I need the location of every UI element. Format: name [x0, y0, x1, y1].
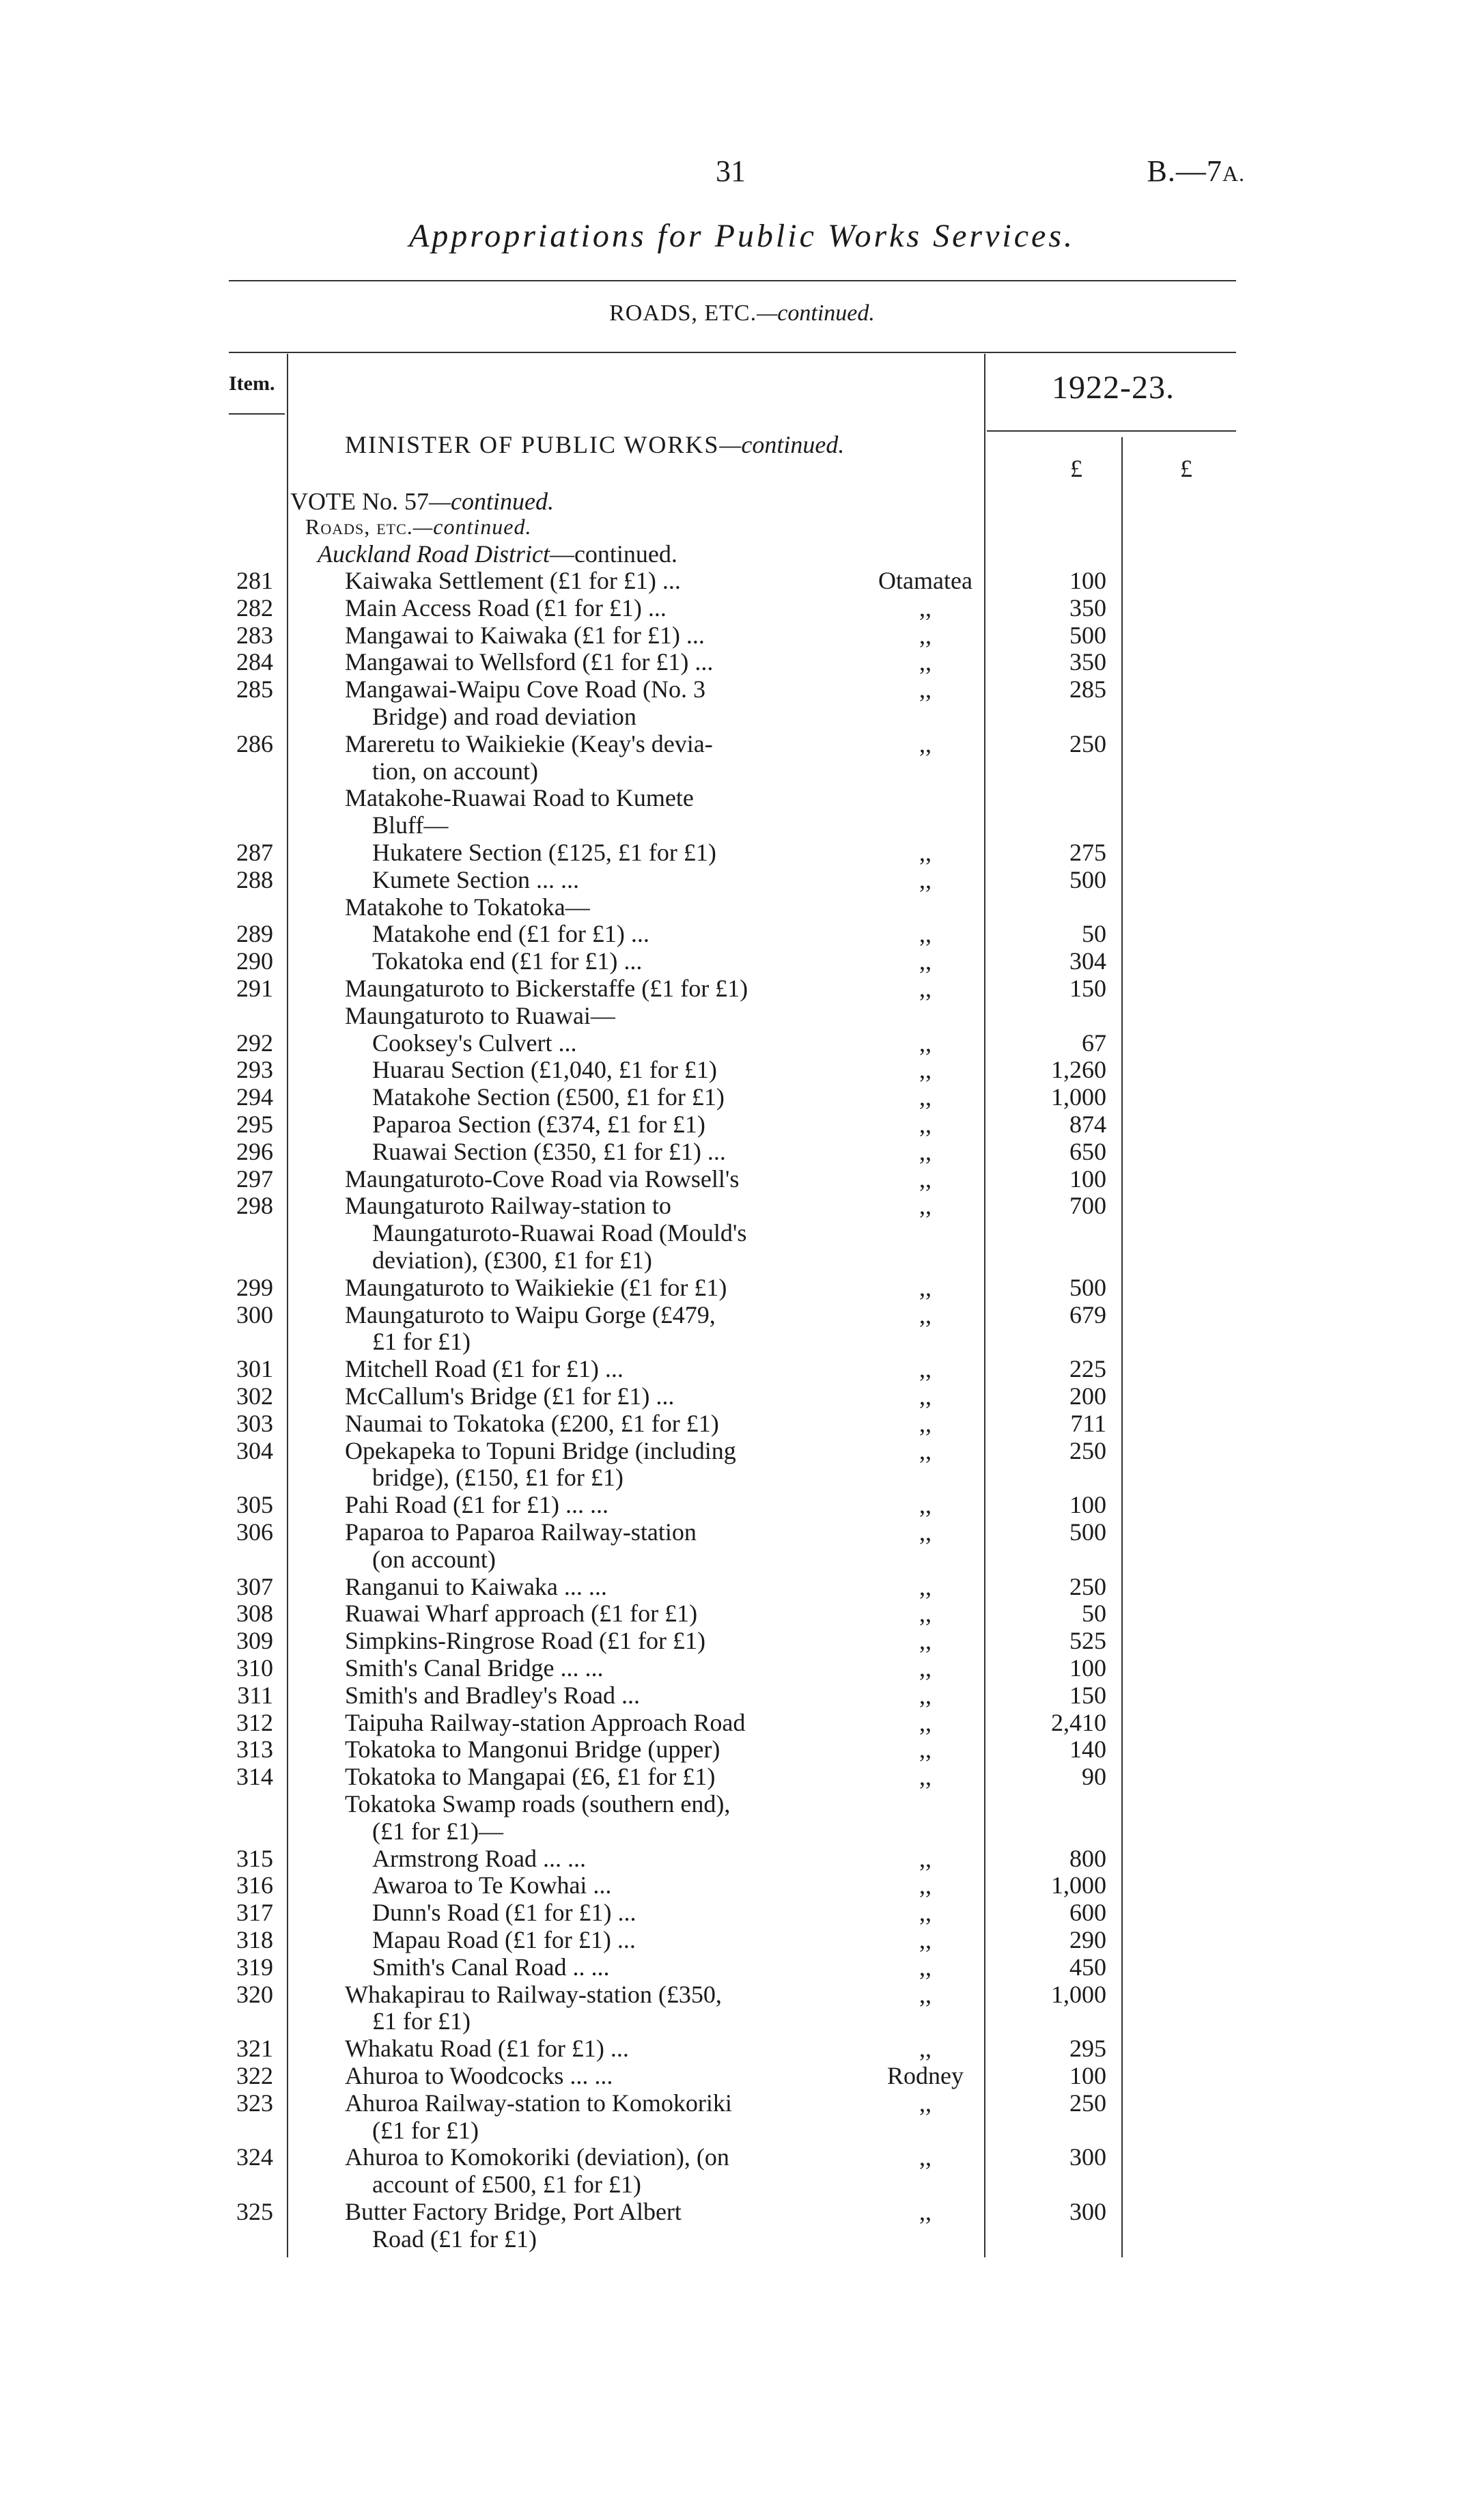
- item-description: Awaroa to Te Kowhai ...: [372, 1871, 612, 1899]
- table-row: [0, 703, 1484, 730]
- item-description: Mangawai to Wellsford (£1 for £1) ...: [345, 648, 714, 676]
- item-amount: 600: [1069, 1899, 1106, 1927]
- vote-heading-suffix: —continued.: [428, 488, 554, 515]
- item-district: ,,: [919, 865, 932, 893]
- section-heading: [0, 301, 1484, 326]
- item-number: 288: [236, 865, 273, 893]
- item-number: 296: [236, 1137, 273, 1165]
- table-row: [0, 839, 1484, 866]
- item-district: ,,: [919, 1111, 932, 1138]
- item-amount: 874: [1069, 1111, 1106, 1138]
- item-number: 316: [236, 1871, 273, 1899]
- item-amount: 500: [1069, 1273, 1106, 1301]
- table-row: [0, 1410, 1484, 1437]
- item-district: ,,: [919, 1899, 932, 1927]
- table-top-rule: [229, 352, 1236, 353]
- item-district: ,,: [919, 1980, 932, 2008]
- year-column-header: 1922-23.: [1052, 370, 1175, 406]
- item-description: Hukatere Section (£125, £1 for £1): [372, 839, 716, 866]
- item-description: Road (£1 for £1): [372, 2225, 537, 2253]
- item-number: 301: [236, 1355, 273, 1383]
- item-amount: 225: [1069, 1355, 1106, 1383]
- item-amount: 300: [1069, 2198, 1106, 2225]
- section-heading-suffix: —continued.: [757, 301, 875, 326]
- item-description: Tokatoka to Mangapai (£6, £1 for £1): [345, 1763, 716, 1791]
- title-rule: [229, 280, 1236, 281]
- item-amount: 290: [1069, 1926, 1106, 1953]
- item-amount: 50: [1082, 1600, 1106, 1628]
- item-description: Huarau Section (£1,040, £1 for £1): [372, 1056, 717, 1084]
- item-description: Bluff—: [372, 811, 449, 839]
- table-row: [0, 1627, 1484, 1654]
- item-amount: 1,000: [1051, 1083, 1106, 1111]
- item-district: ,,: [919, 648, 932, 676]
- table-row: [0, 1709, 1484, 1736]
- item-amount: 350: [1069, 648, 1106, 676]
- item-amount: 67: [1082, 1029, 1106, 1057]
- item-district: ,,: [919, 1382, 932, 1410]
- item-amount: 1,000: [1051, 1980, 1106, 2008]
- item-number: 281: [236, 567, 273, 594]
- page-title: Appropriations for Public Works Services.: [408, 218, 1076, 254]
- table-row: [0, 1518, 1484, 1546]
- table-row: [0, 1056, 1484, 1083]
- item-district: ,,: [919, 1083, 932, 1111]
- table-row: [0, 1083, 1484, 1111]
- item-description: Maungaturoto to Waipu Gorge (£479,: [345, 1300, 716, 1328]
- item-amount: 500: [1069, 1518, 1106, 1546]
- table-row: [0, 1573, 1484, 1600]
- item-description: Smith's and Bradley's Road ...: [345, 1681, 640, 1709]
- item-number: 311: [237, 1681, 273, 1709]
- item-district: ,,: [919, 1029, 932, 1057]
- table-row: [0, 1437, 1484, 1464]
- item-description: Mitchell Road (£1 for £1) ...: [345, 1355, 624, 1383]
- item-description: Simpkins-Ringrose Road (£1 for £1): [345, 1627, 705, 1655]
- table-row: [0, 1246, 1484, 1274]
- district-heading-main: Auckland Road District: [318, 540, 550, 568]
- item-number: 289: [236, 920, 273, 948]
- item-amount: 1,260: [1051, 1056, 1106, 1084]
- item-description: £1 for £1): [372, 2007, 471, 2035]
- item-number: 322: [236, 2062, 273, 2089]
- item-number: 294: [236, 1083, 273, 1111]
- section-heading-main: ROADS, ETC.: [609, 301, 757, 326]
- item-description: Kaiwaka Settlement (£1 for £1) ...: [345, 567, 681, 594]
- item-number: 304: [236, 1436, 273, 1464]
- item-number: 309: [236, 1627, 273, 1655]
- item-district: ,,: [919, 1572, 932, 1600]
- currency-symbol-items: £: [1070, 455, 1082, 482]
- item-description: Tokatoka end (£1 for £1) ...: [372, 947, 643, 975]
- table-row: [0, 866, 1484, 893]
- item-number: 313: [236, 1736, 273, 1764]
- item-number: 312: [236, 1708, 273, 1736]
- item-description: Smith's Canal Bridge ... ...: [345, 1654, 604, 1682]
- item-description: Ahuroa to Komokoriki (deviation), (on: [345, 2143, 729, 2171]
- item-number: 286: [236, 729, 273, 757]
- table-row: [0, 2171, 1484, 2198]
- item-amount: 250: [1069, 729, 1106, 757]
- item-district: ,,: [919, 1871, 932, 1899]
- item-district: ,,: [919, 975, 932, 1002]
- item-description: Maungaturoto to Waikiekie (£1 for £1): [345, 1273, 727, 1301]
- table-row: [0, 893, 1484, 921]
- item-description: Maungaturoto to Bickerstaffe (£1 for £1): [345, 975, 748, 1002]
- vote-heading-main: VOTE No. 57: [290, 488, 429, 515]
- table-row: [0, 811, 1484, 839]
- item-amount: 100: [1069, 1654, 1106, 1682]
- table-row: [0, 1682, 1484, 1709]
- table-row: [0, 1845, 1484, 1872]
- table-row: [0, 920, 1484, 947]
- item-district: ,,: [919, 2198, 932, 2225]
- table-row: [0, 1165, 1484, 1193]
- table-row: [0, 1328, 1484, 1355]
- table-row: [0, 2225, 1484, 2253]
- item-district: ,,: [919, 1627, 932, 1655]
- table-row: [0, 975, 1484, 1002]
- item-number: 320: [236, 1980, 273, 2008]
- item-number: 299: [236, 1273, 273, 1301]
- item-district: ,,: [919, 1355, 932, 1383]
- table-row: [0, 1192, 1484, 1219]
- item-description: Maungaturoto-Cove Road via Rowsell's: [345, 1165, 740, 1193]
- vote-heading: [290, 487, 554, 516]
- item-description: Armstrong Road ... ...: [372, 1844, 586, 1872]
- item-description: Taipuha Railway-station Approach Road: [345, 1708, 746, 1736]
- item-district: ,,: [919, 2089, 932, 2117]
- item-number: 303: [236, 1409, 273, 1437]
- table-row: [0, 1002, 1484, 1029]
- item-column-header: Item.: [229, 372, 275, 395]
- item-description: Whakapirau to Railway-station (£350,: [345, 1980, 722, 2008]
- item-district: ,,: [919, 1763, 932, 1791]
- table-row: [0, 784, 1484, 811]
- page-reference-main: B.—7: [1147, 154, 1222, 188]
- item-number: 290: [236, 947, 273, 975]
- item-district: ,,: [919, 1681, 932, 1709]
- item-description: Kumete Section ... ...: [372, 865, 579, 893]
- item-district: ,,: [919, 594, 932, 622]
- item-amount: 50: [1082, 920, 1106, 948]
- item-district: Otamatea: [878, 567, 972, 594]
- item-amount: 150: [1069, 1681, 1106, 1709]
- item-description: Matakohe to Tokatoka—: [345, 893, 590, 921]
- district-heading-suffix: —continued.: [549, 540, 677, 568]
- item-number: 293: [236, 1056, 273, 1084]
- item-amount: 650: [1069, 1137, 1106, 1165]
- roads-subheading: [305, 514, 531, 540]
- item-description: Ruawai Section (£350, £1 for £1) ...: [372, 1137, 726, 1165]
- item-amount: 800: [1069, 1844, 1106, 1872]
- item-description: Pahi Road (£1 for £1) ... ...: [345, 1491, 608, 1519]
- item-description: Mangawai to Kaiwaka (£1 for £1) ...: [345, 621, 705, 649]
- table-row: [0, 1464, 1484, 1491]
- item-description: Dunn's Road (£1 for £1) ...: [372, 1899, 636, 1927]
- table-row: [0, 2035, 1484, 2062]
- item-amount: 295: [1069, 2035, 1106, 2063]
- item-number: 325: [236, 2198, 273, 2225]
- item-description: (on account): [372, 1545, 496, 1573]
- item-amount: 250: [1069, 1572, 1106, 1600]
- item-number: 297: [236, 1165, 273, 1193]
- table-row: [0, 2062, 1484, 2089]
- table-row: [0, 1763, 1484, 1790]
- item-description: Mapau Road (£1 for £1) ...: [372, 1926, 636, 1953]
- item-district: ,,: [919, 1192, 932, 1220]
- table-row: [0, 2117, 1484, 2144]
- item-description: Paparoa Section (£374, £1 for £1): [372, 1111, 705, 1138]
- table-row: [0, 622, 1484, 649]
- item-number: 324: [236, 2143, 273, 2171]
- item-description: Matakohe-Ruawai Road to Kumete: [345, 784, 694, 812]
- item-amount: 100: [1069, 567, 1106, 594]
- currency-symbol-total: £: [1180, 455, 1192, 482]
- item-description: Bridge) and road deviation: [372, 703, 636, 730]
- item-description: Naumai to Tokatoka (£200, £1 for £1): [345, 1409, 719, 1437]
- item-amount: 711: [1070, 1409, 1106, 1437]
- item-district: ,,: [919, 839, 932, 866]
- item-number: 285: [236, 676, 273, 704]
- item-amount: 200: [1069, 1382, 1106, 1410]
- table-row: [0, 2198, 1484, 2225]
- item-amount: 100: [1069, 1491, 1106, 1519]
- item-amount: 679: [1069, 1300, 1106, 1328]
- item-district: ,,: [919, 1736, 932, 1764]
- table-row: [0, 1111, 1484, 1138]
- item-amount: 140: [1069, 1736, 1106, 1764]
- table-row: [0, 648, 1484, 676]
- table-row: [0, 594, 1484, 622]
- item-amount: 304: [1069, 947, 1106, 975]
- table-row: [0, 1871, 1484, 1899]
- item-description: Ahuroa to Woodcocks ... ...: [345, 2062, 613, 2089]
- item-amount: 250: [1069, 1436, 1106, 1464]
- item-number: 287: [236, 839, 273, 866]
- item-description: Main Access Road (£1 for £1) ...: [345, 594, 667, 622]
- district-heading: [318, 540, 677, 568]
- item-district: ,,: [919, 920, 932, 948]
- table-row: [0, 1981, 1484, 2008]
- table-row: [0, 1382, 1484, 1410]
- item-number: 314: [236, 1763, 273, 1791]
- item-number: 310: [236, 1654, 273, 1682]
- table-row: [0, 1274, 1484, 1301]
- item-amount: 1,000: [1051, 1871, 1106, 1899]
- item-description: Mareretu to Waikiekie (Keay's devia-: [345, 729, 713, 757]
- table-row: [0, 2143, 1484, 2171]
- item-district: ,,: [919, 1600, 932, 1628]
- item-number: 315: [236, 1844, 273, 1872]
- item-district: ,,: [919, 1953, 932, 1981]
- item-district: ,,: [919, 621, 932, 649]
- item-number: 308: [236, 1600, 273, 1628]
- page-reference: [1147, 154, 1245, 189]
- item-description: Maungaturoto-Ruawai Road (Mould's: [372, 1219, 747, 1247]
- item-district: ,,: [919, 1491, 932, 1519]
- table-row: [0, 2089, 1484, 2117]
- item-header-rule: [229, 413, 285, 415]
- item-district: ,,: [919, 2143, 932, 2171]
- item-district: ,,: [919, 676, 932, 704]
- item-district: ,,: [919, 1300, 932, 1328]
- item-description: Smith's Canal Road .. ...: [372, 1953, 610, 1981]
- item-district: ,,: [919, 1273, 932, 1301]
- table-row: [0, 1029, 1484, 1057]
- item-description: £1 for £1): [372, 1328, 471, 1356]
- item-amount: 525: [1069, 1627, 1106, 1655]
- item-number: 283: [236, 621, 273, 649]
- table-row: [0, 1355, 1484, 1382]
- item-number: 305: [236, 1491, 273, 1519]
- item-district: ,,: [919, 729, 932, 757]
- item-district: ,,: [919, 1654, 932, 1682]
- item-description: Ranganui to Kaiwaka ... ...: [345, 1572, 607, 1600]
- item-description: Maungaturoto Railway-station to: [345, 1192, 671, 1220]
- item-description: tion, on account): [372, 757, 538, 785]
- table-row: [0, 1953, 1484, 1981]
- item-district: ,,: [919, 1518, 932, 1546]
- page-number: 31: [716, 154, 746, 188]
- item-amount: 700: [1069, 1192, 1106, 1220]
- table-row: [0, 1138, 1484, 1165]
- table-row: [0, 1301, 1484, 1328]
- item-description: Maungaturoto to Ruawai—: [345, 1001, 615, 1029]
- item-amount: 2,410: [1051, 1708, 1106, 1736]
- item-number: 306: [236, 1518, 273, 1546]
- item-description: Mangawai-Waipu Cove Road (No. 3: [345, 676, 705, 704]
- item-amount: 275: [1069, 839, 1106, 866]
- item-description: account of £500, £1 for £1): [372, 2171, 641, 2199]
- item-district: ,,: [919, 1844, 932, 1872]
- item-number: 323: [236, 2089, 273, 2117]
- item-district: ,,: [919, 2035, 932, 2063]
- item-district: ,,: [919, 1409, 932, 1437]
- item-description: Matakohe Section (£500, £1 for £1): [372, 1083, 725, 1111]
- item-description: Whakatu Road (£1 for £1) ...: [345, 2035, 629, 2063]
- item-description: Tokatoka to Mangonui Bridge (upper): [345, 1736, 720, 1764]
- item-district: ,,: [919, 947, 932, 975]
- item-amount: 100: [1069, 1165, 1106, 1193]
- item-number: 318: [236, 1926, 273, 1953]
- item-number: 307: [236, 1572, 273, 1600]
- item-number: 292: [236, 1029, 273, 1057]
- item-district: ,,: [919, 1708, 932, 1736]
- item-district: ,,: [919, 1436, 932, 1464]
- item-description: Matakohe end (£1 for £1) ...: [372, 920, 649, 948]
- item-description: (£1 for £1): [372, 2116, 479, 2144]
- table-row: [0, 1654, 1484, 1682]
- item-description: (£1 for £1)—: [372, 1817, 503, 1845]
- item-number: 291: [236, 975, 273, 1002]
- item-description: deviation), (£300, £1 for £1): [372, 1246, 652, 1274]
- item-district: ,,: [919, 1056, 932, 1084]
- item-amount: 285: [1069, 676, 1106, 704]
- ministry-heading-main: MINISTER OF PUBLIC WORKS: [345, 431, 720, 458]
- item-number: 298: [236, 1192, 273, 1220]
- item-description: Opekapeka to Topuni Bridge (including: [345, 1436, 736, 1464]
- item-description: Ahuroa Railway-station to Komokoriki: [345, 2089, 732, 2117]
- item-amount: 150: [1069, 975, 1106, 1002]
- item-number: 321: [236, 2035, 273, 2063]
- table-row: [0, 1790, 1484, 1817]
- item-number: 319: [236, 1953, 273, 1981]
- item-amount: 300: [1069, 2143, 1106, 2171]
- ministry-heading: [345, 430, 844, 459]
- item-description: Ruawai Wharf approach (£1 for £1): [345, 1600, 698, 1628]
- table-row: [0, 757, 1484, 785]
- table-row: [0, 947, 1484, 975]
- item-amount: 100: [1069, 2062, 1106, 2089]
- item-amount: 90: [1082, 1763, 1106, 1791]
- table-row: [0, 1491, 1484, 1518]
- table-row: [0, 1817, 1484, 1845]
- table-row: [0, 567, 1484, 594]
- table-row: [0, 1899, 1484, 1926]
- item-description: bridge), (£150, £1 for £1): [372, 1464, 624, 1492]
- table-row: [0, 1546, 1484, 1573]
- item-district: ,,: [919, 1926, 932, 1953]
- item-district: Rodney: [887, 2062, 964, 2089]
- roads-subheading-main: Roads, etc.: [305, 514, 413, 539]
- table-row: [0, 2007, 1484, 2035]
- table-row: [0, 676, 1484, 703]
- page-reference-suffix: A.: [1222, 161, 1245, 186]
- item-amount: 500: [1069, 621, 1106, 649]
- item-number: 282: [236, 594, 273, 622]
- table-row: [0, 1736, 1484, 1763]
- table-row: [0, 1926, 1484, 1953]
- item-district: ,,: [919, 1165, 932, 1193]
- item-number: 295: [236, 1111, 273, 1138]
- item-description: Tokatoka Swamp roads (southern end),: [345, 1790, 731, 1817]
- table-row: [0, 1219, 1484, 1246]
- table-row: [0, 730, 1484, 757]
- ministry-heading-suffix: —continued.: [719, 431, 845, 458]
- item-number: 302: [236, 1382, 273, 1410]
- item-number: 300: [236, 1300, 273, 1328]
- year-header-rule: [987, 430, 1236, 432]
- item-amount: 500: [1069, 865, 1106, 893]
- roads-subheading-suffix: —continued.: [412, 514, 532, 539]
- item-description: Cooksey's Culvert ...: [372, 1029, 577, 1057]
- item-description: Paparoa to Paparoa Railway-station: [345, 1518, 697, 1546]
- table-row: [0, 1600, 1484, 1627]
- item-amount: 350: [1069, 594, 1106, 622]
- item-description: Butter Factory Bridge, Port Albert: [345, 2198, 682, 2225]
- item-amount: 250: [1069, 2089, 1106, 2117]
- item-number: 317: [236, 1899, 273, 1927]
- item-district: ,,: [919, 1137, 932, 1165]
- item-number: 284: [236, 648, 273, 676]
- item-description: McCallum's Bridge (£1 for £1) ...: [345, 1382, 675, 1410]
- item-amount: 450: [1069, 1953, 1106, 1981]
